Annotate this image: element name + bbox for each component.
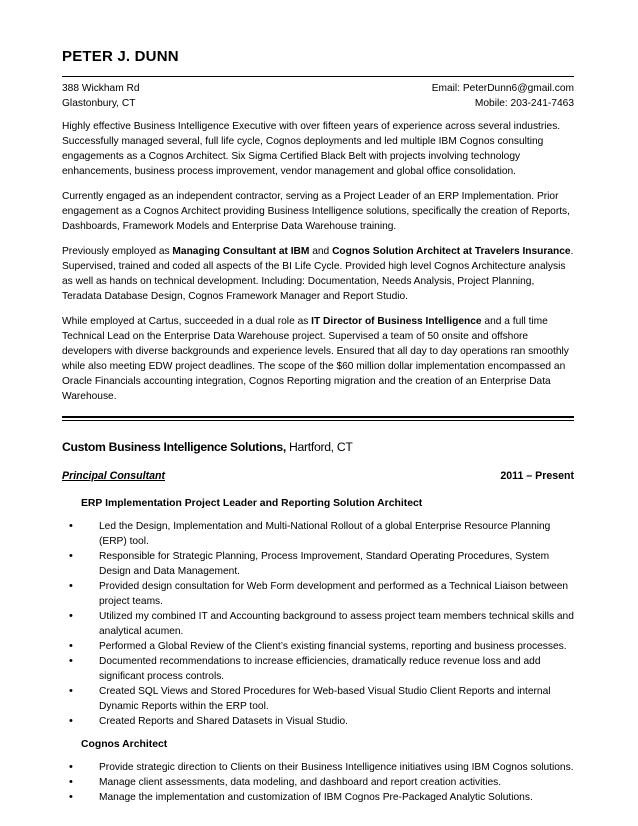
p3-ibm-role: Managing Consultant at IBM xyxy=(172,246,310,257)
role-row xyxy=(62,470,574,482)
address-line-1: 388 Wickham Rd xyxy=(62,83,140,94)
p3-text-e: . Supervised, trained and coded all aspects of the BI Life Cycle. Provided high level Cognos Architecture analysis as well as hands on technical development. Including: Documentation, Needs Analysis, Project Planning, Teradata Database Design, Cognos Framework Manager and Report Studio. xyxy=(62,246,574,302)
p4-cartus-role: IT Director of Business Intelligence xyxy=(311,316,482,327)
section1-bullet-list xyxy=(62,519,574,729)
summary-paragraph-1: Highly effective Business Intelligence Executive with over fifteen years of experience across several industries. Successfully managed several, full life cycle, Cognos deployments and led multiple IBM Cognos consulting engagements as a Cognos Architect. Six Sigma Certified Black Belt with projects involving technology enhancements, business process improvement, vendor management and global office consolidation. xyxy=(62,121,561,177)
list-item: • Provide strategic direction to Clients on their Business Intelligence initiatives using IBM Cognos solutions. xyxy=(99,760,574,775)
list-item: • Created SQL Views and Stored Procedures for Web-based Visual Studio Client Reports and internal Dynamic Reports within the ERP tool. xyxy=(99,684,574,714)
summary-paragraph-2: Currently engaged as an independent contractor, serving as a Project Leader of an ERP Implementation. Prior engagement as a Cognos Architect providing Business Intelligence solutions, specifically the creation of Reports, Dashboards, Framework Models and Enterprise Data Warehouse training. xyxy=(62,191,570,232)
p4-text-a: While employed at Cartus, succeeded in a dual role as xyxy=(62,316,312,327)
p3-travelers-role: Cognos Solution Architect at Travelers Insurance xyxy=(332,246,571,257)
list-item: • Manage client assessments, data modeling, and dashboard and report creation activities. xyxy=(99,775,574,790)
p4-text-c: and a full time Technical Lead on the Enterprise Data Warehouse project. Supervised a team of 50 onsite and offshore developers with diverse backgrounds and experience levels. Ensured that all day to day operations ran smoothly while also meeting EDW project deadlines. The scope of the $60 million dollar implementation encompassed an Oracle Financials accounting integration, Cognos Reporting migration and the creation of an Enterprise Data Warehouse. xyxy=(62,316,569,402)
company-location: Hartford, CT xyxy=(285,440,353,454)
role-dates: 2011 – Present xyxy=(500,470,574,482)
p3-text-c: and xyxy=(309,246,333,257)
resume-page xyxy=(62,48,574,805)
list-item: • Created Reports and Shared Datasets in Visual Studio. xyxy=(99,714,574,729)
section1-title: ERP Implementation Project Leader and Reporting Solution Architect xyxy=(81,498,423,509)
list-item: • Manage the implementation and customization of IBM Cognos Pre-Packaged Analytic Solutions. xyxy=(99,790,574,805)
contact-block xyxy=(62,81,574,111)
p3-text-a: Previously employed as xyxy=(62,246,173,257)
list-item: • Performed a Global Review of the Client’s existing financial systems, reporting and business processes. xyxy=(99,639,574,654)
list-item: • Utilized my combined IT and Accounting background to assess project team members technical skills and analytical acumen. xyxy=(99,609,574,639)
header-divider xyxy=(62,76,574,77)
company-name: Custom Business Intelligence Solutions, xyxy=(62,440,286,454)
email-text[interactable]: Email: PeterDunn6@gmail.com xyxy=(431,83,574,94)
mobile-text: Mobile: 203-241-7463 xyxy=(474,98,574,109)
section-divider-thick xyxy=(62,416,574,418)
list-item: • Responsible for Strategic Planning, Process Improvement, Standard Operating Procedures, System Design and Data Management. xyxy=(99,549,574,579)
section-divider-thin xyxy=(62,420,574,421)
summary-paragraph-4 xyxy=(62,314,574,404)
candidate-name: PETER J. DUNN xyxy=(62,48,179,65)
summary-paragraph-3 xyxy=(62,244,574,304)
company-heading xyxy=(62,440,574,454)
list-item: • Documented recommendations to increase efficiencies, dramatically reduce revenue loss and add significant process controls. xyxy=(99,654,574,684)
role-title: Principal Consultant xyxy=(62,470,166,482)
section2-bullet-list xyxy=(62,760,574,805)
list-item: • Led the Design, Implementation and Multi-National Rollout of a global Enterprise Resource Planning (ERP) tool. xyxy=(99,519,574,549)
address-line-2: Glastonbury, CT xyxy=(62,98,136,109)
list-item: • Provided design consultation for Web Form development and performed as a Technical Liaison between project teams. xyxy=(99,579,574,609)
section2-title: Cognos Architect xyxy=(81,739,168,750)
